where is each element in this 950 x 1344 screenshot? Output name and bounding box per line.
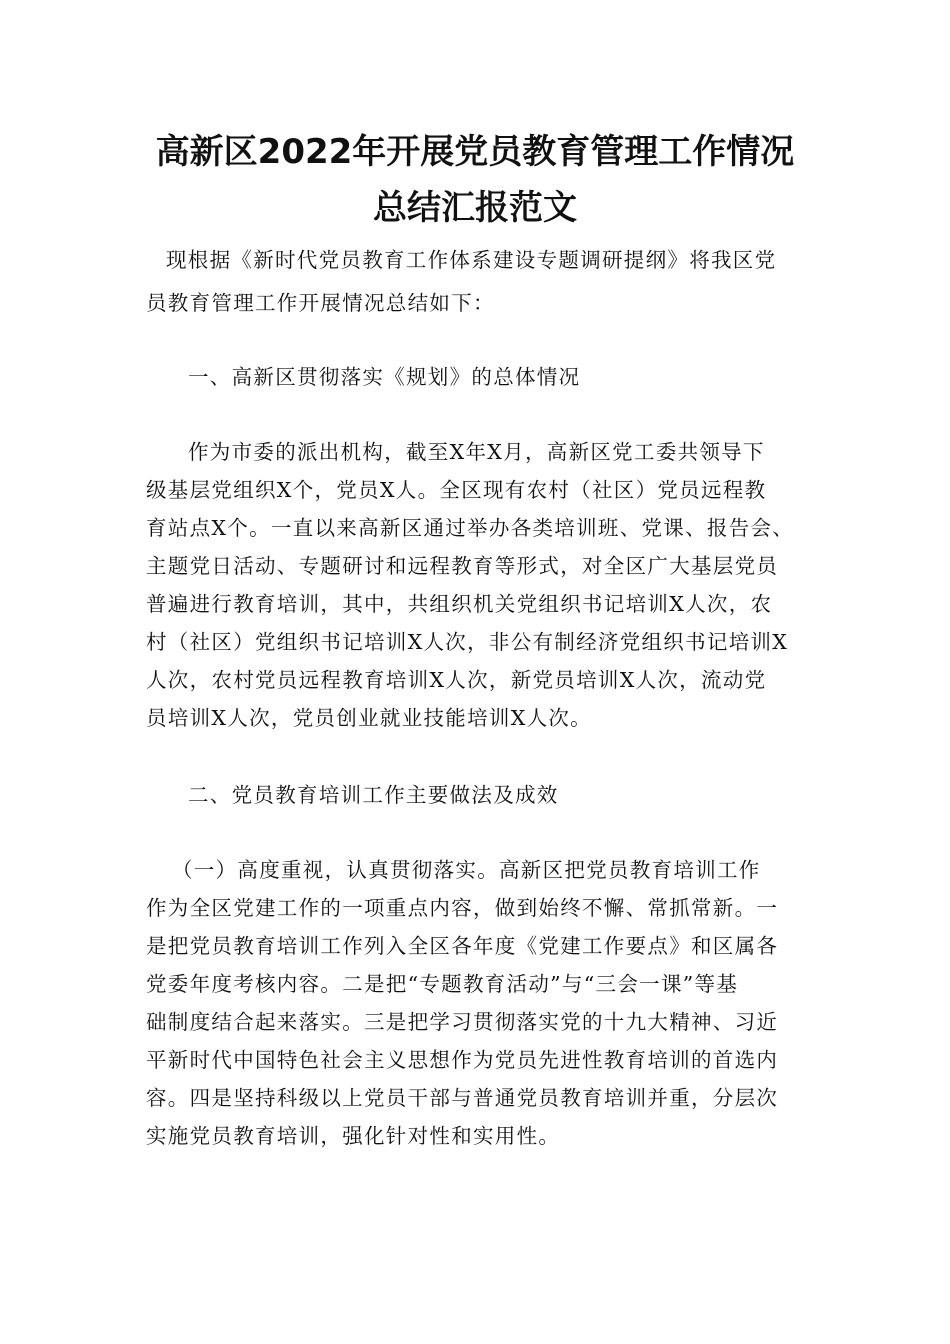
intro-line: 员教育管理工作开展情况总结如下： [146,291,495,315]
paragraph-line: 础制度结合起来落实。三是把学习贯彻落实党的十九大精神、习近 [146,1010,779,1034]
section-1-heading: 一、高新区贯彻落实《规划》的总体情况 [188,365,581,389]
paragraph-line: 容。四是坚持科级以上党员干部与普通党员教育培训并重，分层次 [146,1086,779,1110]
paragraph-line: 普遍进行教育培训，其中，共组织机关党组织书记培训X人次，农 [146,592,773,616]
paragraph-line: 员培训X人次，党员创业就业技能培训X人次。 [146,706,592,730]
section-2-heading: 二、党员教育培训工作主要做法及成效 [188,783,559,807]
paragraph-line: 作为市委的派出机构，截至X年X月，高新区党工委共领导下 [188,440,765,464]
paragraph-line: （一）高度重视，认真贯彻落实。高新区把党员教育培训工作 [172,858,761,882]
paragraph-line: 主题党日活动、专题研讨和远程教育等形式，对全区广大基层党员 [146,554,779,578]
paragraph-line: 村（社区）党组织书记培训X人次，非公有制经济党组织书记培训X [146,630,789,654]
paragraph-line: 育站点X个。一直以来高新区通过举办各类培训班、党课、报告会、 [146,516,795,540]
paragraph-line: 作为全区党建工作的一项重点内容，做到始终不懈、常抓常新。一 [146,896,779,920]
document-title-line-1: 高新区2022年开展党员教育管理工作情况 [155,132,795,172]
paragraph-line: 实施党员教育培训，强化针对性和实用性。 [146,1124,561,1148]
intro-line: 现根据《新时代党员教育工作体系建设专题调研提纲》将我区党 [166,248,777,272]
paragraph-line: 人次，农村党员远程教育培训X人次，新党员培训X人次，流动党 [146,668,767,692]
paragraph-line: 平新时代中国特色社会主义思想作为党员先进性教育培训的首选内 [146,1048,779,1072]
document-title-line-2: 总结汇报范文 [373,188,577,228]
paragraph-line: 级基层党组织X个，党员X人。全区现有农村（社区）党员远程教 [146,478,767,502]
paragraph-line: 是把党员教育培训工作列入全区各年度《党建工作要点》和区属各 [146,934,779,958]
paragraph-line: 党委年度考核内容。二是把“专题教育活动”与“三会一课”等基 [146,972,739,996]
